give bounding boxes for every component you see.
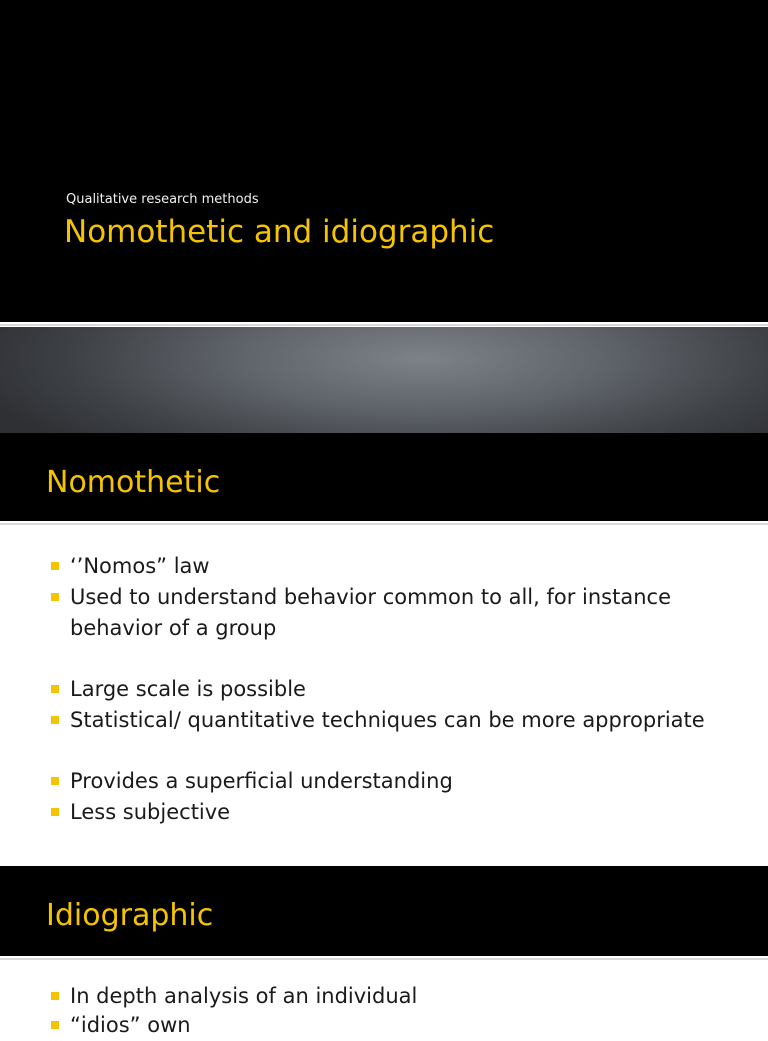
bullet-square-icon xyxy=(51,716,59,724)
bullet-item xyxy=(70,766,453,797)
bullet-item xyxy=(70,1010,191,1041)
decorative-gradient-band xyxy=(0,327,768,433)
bullet-item xyxy=(70,981,417,1012)
divider-line xyxy=(0,324,768,326)
bullet-text: Used to understand behavior common to all, for instance xyxy=(70,585,672,609)
bullet-item xyxy=(70,582,671,613)
section-title-idiographic: Idiographic xyxy=(46,898,214,933)
idiographic-bullet-list xyxy=(0,960,768,1037)
slide-subtitle: Qualitative research methods xyxy=(66,192,259,207)
bullet-text: Statistical/ quantitative techniques can be more appropriate xyxy=(70,708,705,732)
bullet-item xyxy=(70,705,705,736)
bullet-text: In depth analysis of an individual xyxy=(70,984,418,1008)
bullet-item xyxy=(70,797,230,828)
idiographic-header xyxy=(0,866,768,956)
bullet-square-icon xyxy=(51,562,59,570)
bullet-text: Large scale is possible xyxy=(70,677,306,701)
bullet-square-icon xyxy=(51,992,59,1000)
bullet-square-icon xyxy=(51,593,59,601)
section-title-nomothetic: Nomothetic xyxy=(46,465,221,500)
bullet-square-icon xyxy=(51,1021,59,1029)
nomothetic-header xyxy=(0,433,768,521)
bullet-text: ‘’Nomos” law xyxy=(70,554,210,578)
title-slide xyxy=(0,0,768,322)
divider-line xyxy=(0,523,768,525)
bullet-item xyxy=(70,674,306,705)
bullet-text: Less subjective xyxy=(70,800,231,824)
bullet-text: Provides a superficial understanding xyxy=(70,769,453,793)
bullet-square-icon xyxy=(51,808,59,816)
bullet-item xyxy=(70,551,210,582)
bullet-continuation: behavior of a group xyxy=(70,616,277,640)
bullet-square-icon xyxy=(51,777,59,785)
bullet-square-icon xyxy=(51,685,59,693)
bullet-text: “idios” own xyxy=(70,1013,191,1037)
slide-title: Nomothetic and idiographic xyxy=(64,214,495,250)
